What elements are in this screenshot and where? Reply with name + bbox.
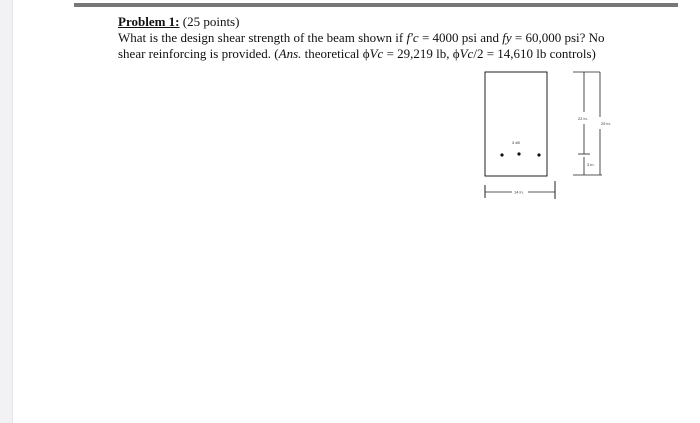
height-label: 25 in. bbox=[601, 121, 611, 126]
width-label: 14 in. bbox=[514, 189, 524, 195]
left-margin-strip bbox=[0, 0, 13, 423]
problem-question-line-2 bbox=[118, 46, 678, 62]
question-text: = 4000 psi and bbox=[418, 30, 503, 45]
problem-statement bbox=[118, 14, 678, 62]
rebar-dot bbox=[537, 153, 540, 156]
vc-symbol: Vc bbox=[369, 46, 384, 61]
bar-label: 3 #8 bbox=[512, 140, 520, 145]
problem-points: (25 points) bbox=[182, 14, 240, 29]
fy-symbol: fy bbox=[502, 30, 512, 45]
beam-section-drawing bbox=[470, 65, 630, 215]
answer-text: theoretical ϕ bbox=[301, 46, 370, 61]
answer-text: = 29,219 lb, ϕ bbox=[383, 46, 460, 61]
problem-title bbox=[118, 14, 678, 30]
top-rule bbox=[74, 3, 678, 7]
rebar-dot bbox=[500, 153, 503, 156]
depth-label: 22 in. bbox=[578, 116, 588, 121]
answer-label: Ans. bbox=[278, 46, 302, 61]
question-text: = 60,000 psi? No bbox=[511, 30, 605, 45]
beam-outline bbox=[485, 72, 547, 176]
question-text: What is the design shear strength of the beam shown if bbox=[118, 30, 407, 45]
cover-label: 3 in. bbox=[587, 162, 595, 167]
answer-text: /2 = 14,610 lb controls) bbox=[473, 46, 596, 61]
problem-question-line-1 bbox=[118, 30, 678, 46]
fc-symbol: f′c bbox=[406, 30, 419, 45]
question-text: shear reinforcing is provided. ( bbox=[118, 46, 279, 61]
problem-heading: Problem 1: bbox=[118, 14, 180, 29]
beam-cross-section-figure bbox=[470, 65, 630, 215]
rebar-dot bbox=[517, 152, 520, 155]
vc-symbol: Vc bbox=[459, 46, 474, 61]
